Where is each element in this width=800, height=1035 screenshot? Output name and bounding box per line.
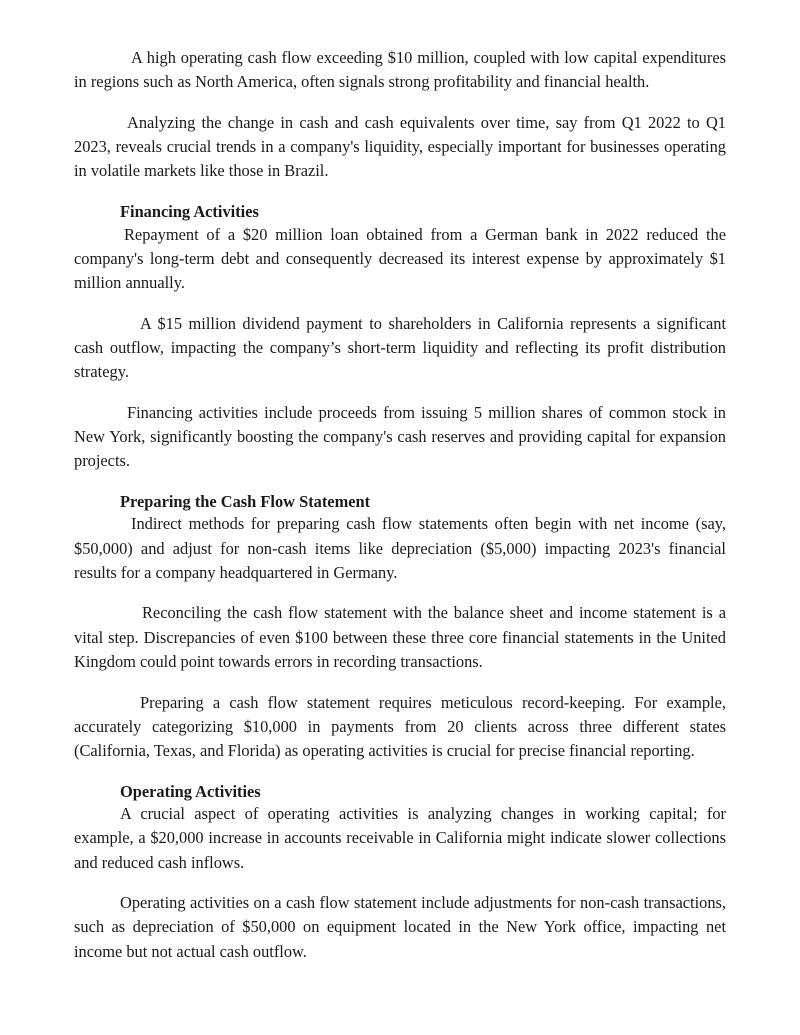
paragraph-reconciling: Reconciling the cash flow statement with the balance sheet and income statement is a vital step. Discrepancies of even $100 between these three core financial statements in the United Kingdom could point towards errors in recording transactions. — [74, 603, 726, 671]
paragraph-non-cash-adjustments: Operating activities on a cash flow statement include adjustments for non-cash transactions, such as depreciation of $50,000 on equipment located in the New York office, impacting net income but not actual cash outflow. — [74, 893, 726, 961]
document-page — [74, 46, 726, 964]
paragraph-operating-cash-flow: A high operating cash flow exceeding $10 million, coupled with low capital expenditures in regions such as North America, often signals strong profitability and financial health. — [74, 48, 726, 92]
paragraph-working-capital: A crucial aspect of operating activities is analyzing changes in working capital; for example, a $20,000 increase in accounts receivable in California might indicate slower collections and reduced cash inflows. — [74, 804, 726, 872]
paragraph-dividend-payment: A $15 million dividend payment to shareholders in California represents a significant cash outflow, impacting the company’s short-term liquidity and reflecting its profit distribution strategy. — [74, 313, 726, 382]
heading-operating-activities: Operating Activities — [120, 781, 261, 801]
heading-preparing-cash-flow-statement: Preparing the Cash Flow Statement — [120, 491, 371, 511]
paragraph-change-in-cash: Analyzing the change in cash and cash equivalents over time, say from Q1 2022 to Q1 2023, reveals crucial trends in a company's liquidity, especially important for businesses operating in volatile markets like those in Brazil. — [74, 112, 726, 181]
paragraph-share-issuance: Financing activities include proceeds from issuing 5 million shares of common stock in New York, significantly boosting the company's cash reserves and providing capital for expansion projects. — [74, 402, 726, 471]
heading-financing-activities: Financing Activities — [120, 202, 259, 222]
paragraph-loan-repayment: Repayment of a $20 million loan obtained from a German bank in 2022 reduced the company's long-term debt and consequently decreased its interest expense by approximately $1 million annually. — [74, 224, 726, 292]
paragraph-indirect-method: Indirect methods for preparing cash flow statements often begin with net income (say, $50,000) and adjust for non-cash items like depreciation ($5,000) impacting 2023's financial results for a company headquartered in Germany. — [74, 514, 726, 582]
paragraph-record-keeping: Preparing a cash flow statement requires meticulous record-keeping. For example, accurately categorizing $10,000 in payments from 20 clients across three different states (California, Texas, and Florida) as operating activities is crucial for precise financial reporting. — [74, 692, 726, 760]
